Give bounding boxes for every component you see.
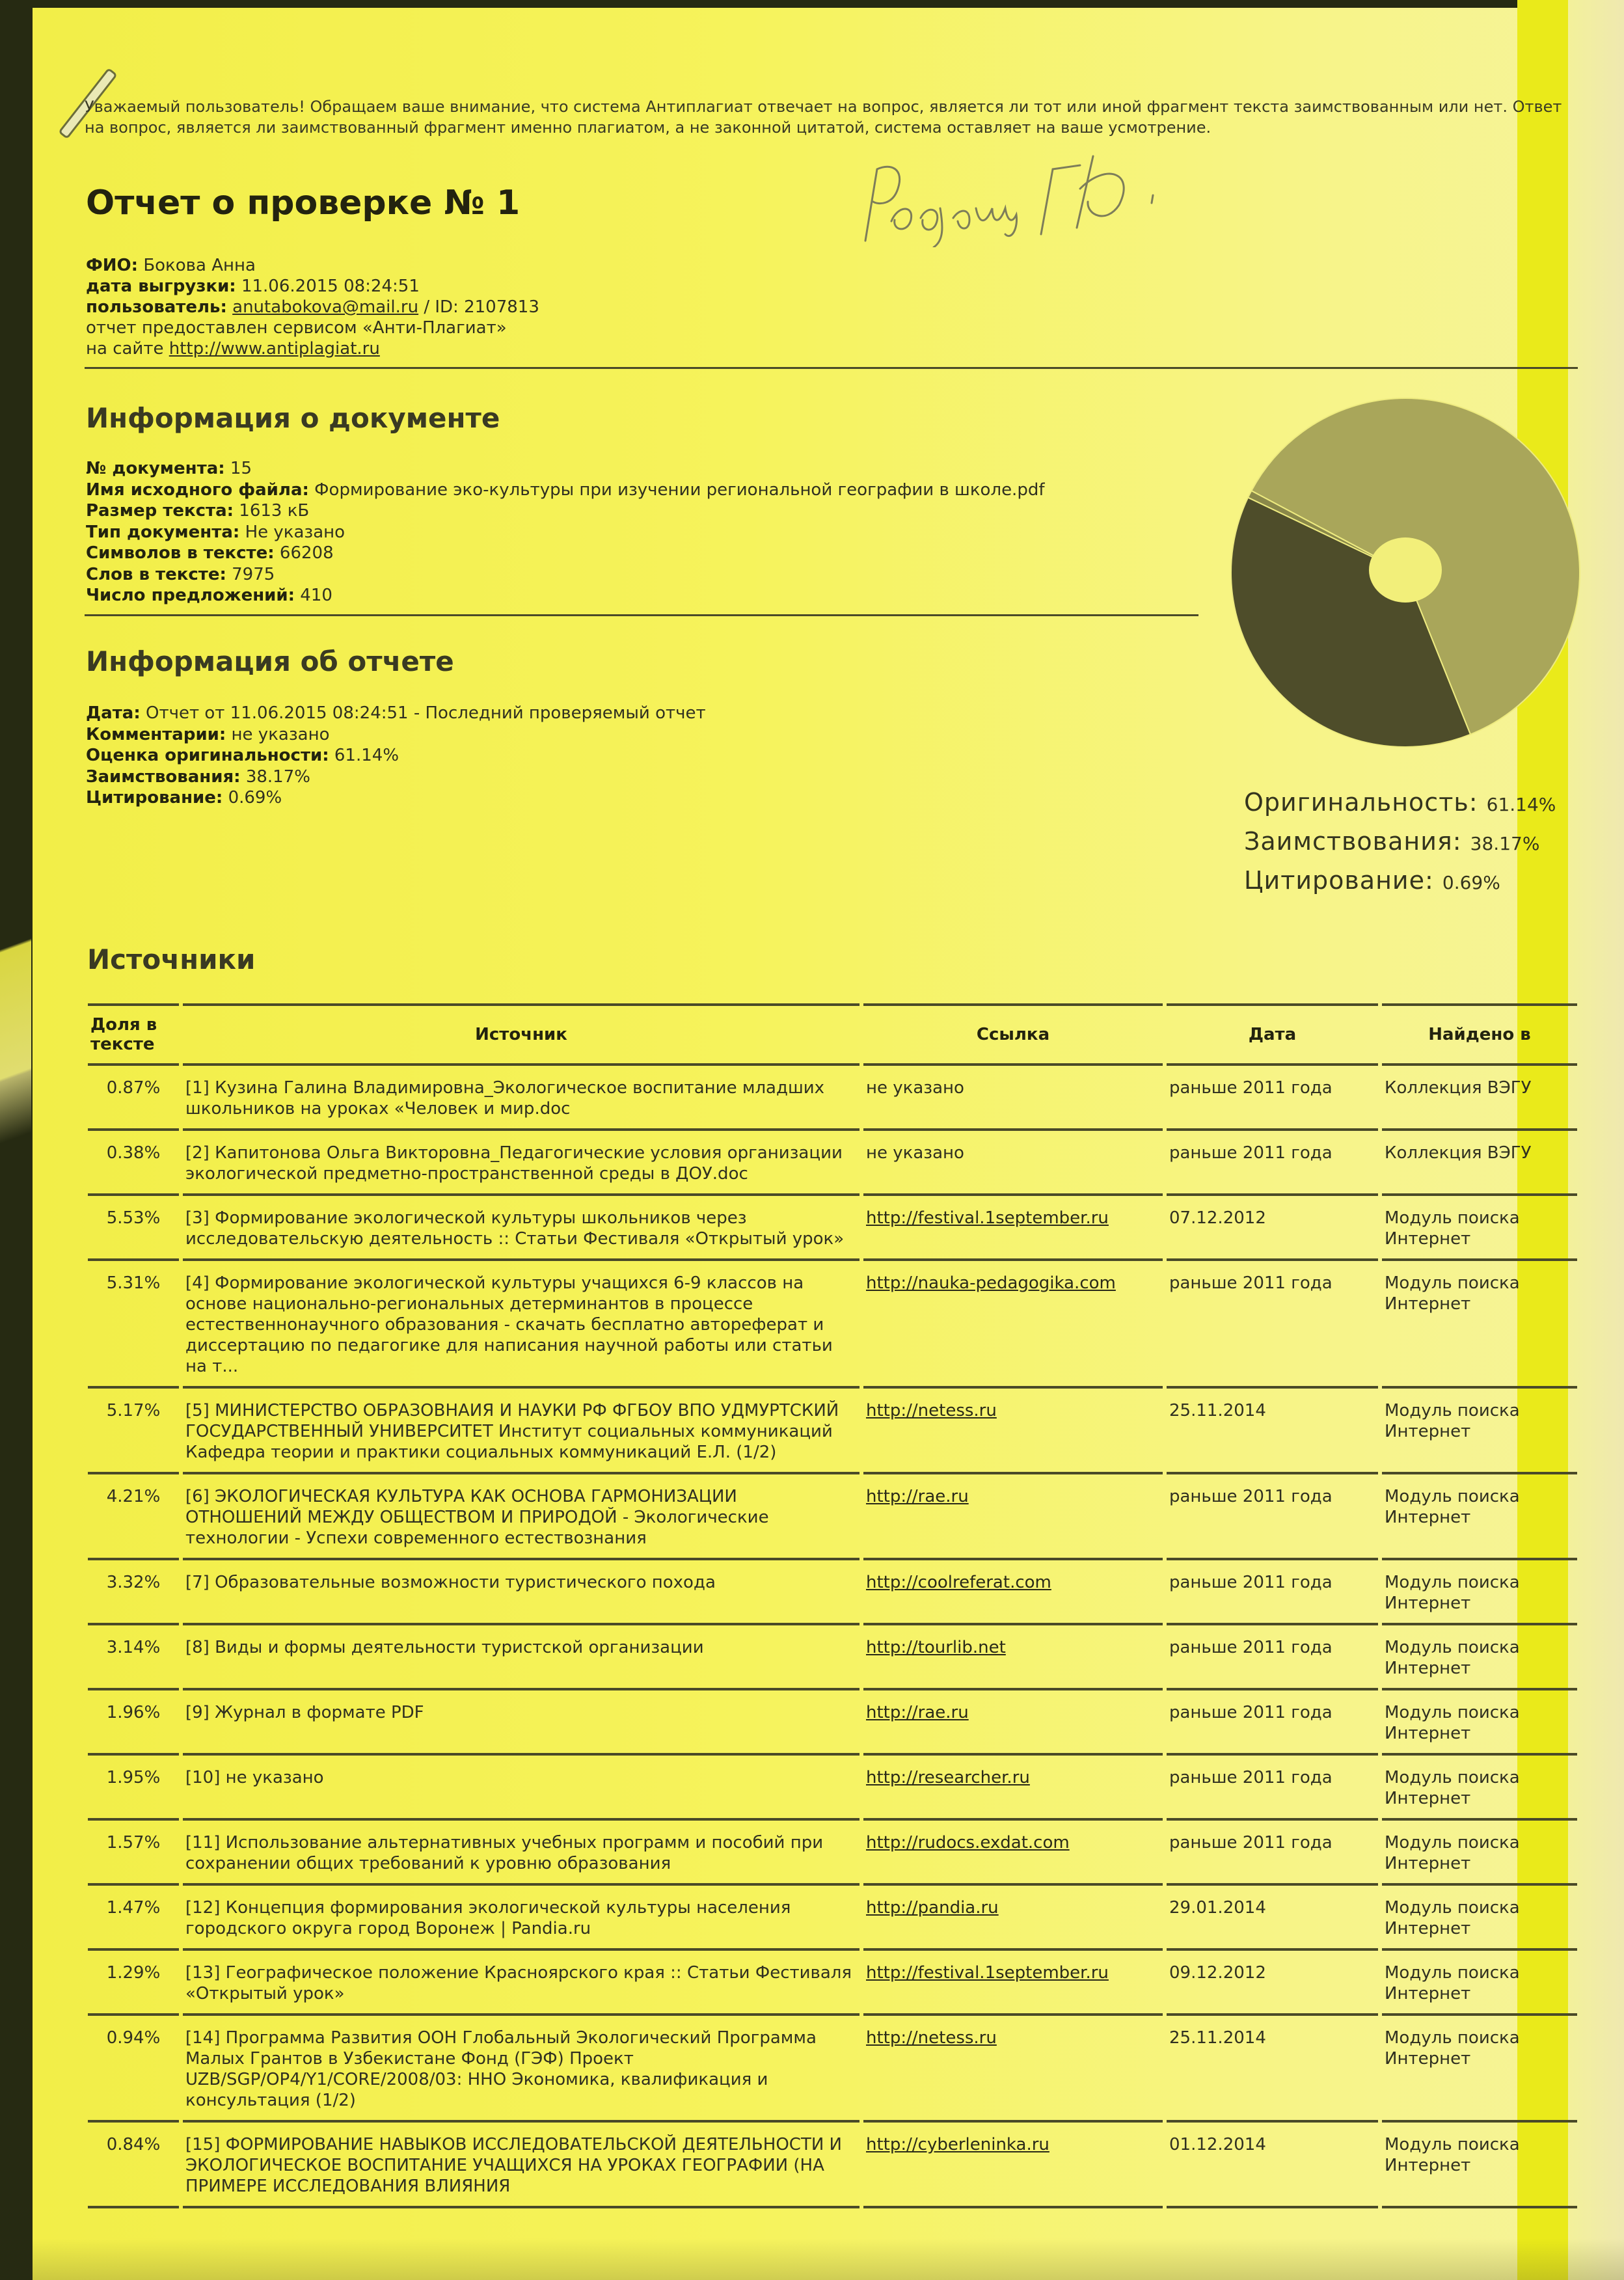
col-header-share: Доля в тексте bbox=[88, 1003, 179, 1066]
source-link[interactable]: http://nauka-pedagogika.com bbox=[866, 1273, 1116, 1293]
source-date: раньше 2011 года bbox=[1169, 1833, 1333, 1853]
page-title: Отчет о проверке № 1 bbox=[86, 183, 521, 223]
scan-top-edge bbox=[0, 0, 1624, 8]
source-link-cell bbox=[863, 1951, 1163, 2016]
binding-fold bbox=[0, 885, 31, 1197]
source-share-cell bbox=[88, 1066, 179, 1131]
source-share-cell bbox=[88, 1560, 179, 1625]
legend-value: 0.69% bbox=[1442, 872, 1500, 893]
source-title: [13] Географическое положение Красноярского края :: Статьи Фестиваля «Открытый урок» bbox=[185, 1963, 852, 2003]
source-title-cell bbox=[183, 1625, 859, 1690]
source-share: 1.57% bbox=[106, 1833, 161, 1853]
source-date-cell bbox=[1167, 1756, 1378, 1821]
source-share: 0.94% bbox=[106, 2028, 161, 2048]
col-header-source: Источник bbox=[183, 1003, 859, 1066]
info-field bbox=[86, 564, 1045, 586]
table-row bbox=[88, 1389, 1577, 1474]
source-found-in: Модуль поиска Интернет bbox=[1385, 1487, 1520, 1527]
source-found-in: Модуль поиска Интернет bbox=[1385, 1898, 1520, 1938]
source-date-cell bbox=[1167, 1261, 1378, 1389]
col-header-date: Дата bbox=[1167, 1003, 1378, 1066]
source-title-cell bbox=[183, 1560, 859, 1625]
source-date-cell bbox=[1167, 1886, 1378, 1951]
source-link-cell bbox=[863, 1625, 1163, 1690]
source-found-in: Коллекция ВЭГУ bbox=[1385, 1078, 1532, 1098]
source-link[interactable]: http://festival.1september.ru bbox=[866, 1963, 1109, 1983]
field-value: 38.17% bbox=[245, 767, 310, 787]
sources-heading: Источники bbox=[87, 943, 256, 975]
source-date-cell bbox=[1167, 2123, 1378, 2208]
source-found-in-cell bbox=[1382, 1886, 1577, 1951]
source-link-cell bbox=[863, 2016, 1163, 2123]
source-share-cell bbox=[88, 1196, 179, 1261]
source-link[interactable]: http://pandia.ru bbox=[866, 1898, 999, 1918]
source-date-cell bbox=[1167, 2016, 1378, 2123]
source-date-cell bbox=[1167, 1066, 1378, 1131]
field-value: 1613 кБ bbox=[239, 501, 310, 521]
info-field bbox=[86, 745, 706, 767]
info-field bbox=[86, 585, 1045, 606]
source-share-cell bbox=[88, 1886, 179, 1951]
source-share-cell bbox=[88, 1625, 179, 1690]
divider bbox=[85, 614, 1198, 616]
field-value: 7975 bbox=[232, 564, 275, 584]
source-share: 5.53% bbox=[106, 1208, 161, 1228]
source-title-cell bbox=[183, 2016, 859, 2123]
report-info-heading: Информация об отчете bbox=[86, 645, 454, 677]
disclaimer-notice: Уважаемый пользователь! Обращаем ваше внимание, что система Антиплагиат отвечает на вопрос, является ли тот или иной фрагмент текста заимствованным или нет. Ответ на вопрос, является ли заимствованный фрагмент именно плагиатом, а не законной цитатой, система оставляет на ваше усмотрение. bbox=[85, 98, 1562, 137]
sources-table bbox=[84, 1003, 1581, 2208]
field-value: 410 bbox=[300, 586, 332, 605]
source-share: 4.21% bbox=[106, 1487, 161, 1506]
table-row bbox=[88, 1196, 1577, 1261]
source-link-text: не указано bbox=[866, 1078, 964, 1098]
source-found-in-cell bbox=[1382, 1131, 1577, 1196]
field-value: 0.69% bbox=[228, 788, 282, 808]
meta-user bbox=[86, 297, 539, 318]
site-prefix: на сайте bbox=[86, 339, 169, 359]
source-date: 25.11.2014 bbox=[1169, 2028, 1266, 2048]
source-share-cell bbox=[88, 1756, 179, 1821]
upload-date: 11.06.2015 08:24:51 bbox=[241, 277, 420, 296]
table-row bbox=[88, 1690, 1577, 1756]
source-date: раньше 2011 года bbox=[1169, 1143, 1333, 1163]
source-found-in-cell bbox=[1382, 1821, 1577, 1886]
source-title-cell bbox=[183, 1131, 859, 1196]
source-share: 0.87% bbox=[106, 1078, 161, 1098]
table-row bbox=[88, 1131, 1577, 1196]
source-found-in-cell bbox=[1382, 1560, 1577, 1625]
table-row bbox=[88, 1625, 1577, 1690]
legend-value: 61.14% bbox=[1486, 794, 1556, 815]
field-value: не указано bbox=[231, 724, 330, 744]
field-value: Формирование эко-культуры при изучении региональной географии в школе.pdf bbox=[314, 480, 1045, 500]
source-share: 1.47% bbox=[106, 1898, 161, 1918]
field-label: Дата: bbox=[86, 703, 141, 723]
source-link[interactable]: http://rae.ru bbox=[866, 1703, 969, 1722]
source-found-in-cell bbox=[1382, 1951, 1577, 2016]
info-field bbox=[86, 543, 1045, 564]
source-date-cell bbox=[1167, 1196, 1378, 1261]
field-label: Число предложений: bbox=[86, 586, 295, 605]
field-label: Оценка оригинальности: bbox=[86, 746, 329, 765]
source-share-cell bbox=[88, 1690, 179, 1756]
source-link-cell bbox=[863, 1756, 1163, 1821]
source-date-cell bbox=[1167, 1821, 1378, 1886]
field-value: 61.14% bbox=[334, 746, 399, 765]
source-found-in: Модуль поиска Интернет bbox=[1385, 1573, 1520, 1613]
source-share-cell bbox=[88, 1389, 179, 1474]
source-found-in: Модуль поиска Интернет bbox=[1385, 1963, 1520, 2003]
source-title-cell bbox=[183, 1951, 859, 2016]
meta-upload bbox=[86, 276, 539, 297]
divider bbox=[85, 367, 1578, 369]
source-date: раньше 2011 года bbox=[1169, 1638, 1333, 1657]
source-title: [7] Образовательные возможности туристического похода bbox=[185, 1573, 716, 1592]
meta-fio bbox=[86, 255, 539, 276]
info-field bbox=[86, 458, 1045, 480]
source-share-cell bbox=[88, 1951, 179, 2016]
source-share: 1.96% bbox=[106, 1703, 161, 1722]
document-info-list bbox=[86, 458, 1045, 606]
source-link[interactable]: http://festival.1september.ru bbox=[866, 1208, 1109, 1228]
user-id: / ID: 2107813 bbox=[418, 297, 539, 317]
source-date-cell bbox=[1167, 1951, 1378, 2016]
bottom-shadow bbox=[33, 2238, 1624, 2280]
source-share: 3.14% bbox=[106, 1638, 161, 1657]
provided-by: отчет предоставлен сервисом «Анти-Плагиат» bbox=[86, 318, 507, 338]
source-share-cell bbox=[88, 1261, 179, 1389]
source-link-cell bbox=[863, 1690, 1163, 1756]
upload-label: дата выгрузки: bbox=[86, 277, 236, 296]
field-label: Размер текста: bbox=[86, 501, 234, 521]
source-share: 0.38% bbox=[106, 1143, 161, 1163]
source-link-cell bbox=[863, 1389, 1163, 1474]
source-title-cell bbox=[183, 1066, 859, 1131]
source-link[interactable]: http://netess.ru bbox=[866, 1401, 997, 1420]
source-link-cell bbox=[863, 1196, 1163, 1261]
source-found-in: Модуль поиска Интернет bbox=[1385, 1703, 1520, 1743]
source-date: раньше 2011 года bbox=[1169, 1768, 1333, 1787]
info-field bbox=[86, 522, 1045, 543]
legend-label: Заимствования: bbox=[1244, 827, 1462, 856]
source-title: [9] Журнал в формате PDF bbox=[185, 1703, 424, 1722]
chart-legend bbox=[1244, 784, 1556, 901]
source-title: [5] МИНИСТЕРСТВО ОБРАЗОВНАИЯ И НАУКИ РФ ФГБОУ ВПО УДМУРТСКИЙ ГОСУДАРСТВЕННЫЙ УНИВЕРСИТЕТ Институт социальных коммуникаций Кафедра теории и практики социальных коммуникаций Е.Л. (1/2) bbox=[185, 1401, 839, 1462]
site-link[interactable]: http://www.antiplagiat.ru bbox=[169, 339, 380, 359]
table-row bbox=[88, 1821, 1577, 1886]
source-link[interactable]: http://tourlib.net bbox=[866, 1638, 1006, 1657]
source-title-cell bbox=[183, 1474, 859, 1560]
source-share: 0.84% bbox=[106, 2135, 161, 2154]
source-link-cell bbox=[863, 1474, 1163, 1560]
report-info-list bbox=[86, 703, 706, 809]
field-value: Не указано bbox=[245, 522, 345, 542]
legend-item bbox=[1244, 784, 1556, 823]
source-found-in: Модуль поиска Интернет bbox=[1385, 1273, 1520, 1314]
source-date: 29.01.2014 bbox=[1169, 1898, 1266, 1918]
field-label: Комментарии: bbox=[86, 724, 226, 744]
legend-item bbox=[1244, 823, 1556, 862]
source-share-cell bbox=[88, 1821, 179, 1886]
source-date-cell bbox=[1167, 1131, 1378, 1196]
source-link-cell bbox=[863, 1261, 1163, 1389]
source-date: раньше 2011 года bbox=[1169, 1487, 1333, 1506]
report-meta bbox=[86, 255, 539, 359]
source-share-cell bbox=[88, 2123, 179, 2208]
table-header-row bbox=[88, 1003, 1577, 1066]
info-field bbox=[86, 767, 706, 788]
handwritten-signature bbox=[846, 143, 1249, 247]
source-title-cell bbox=[183, 1196, 859, 1261]
source-found-in: Модуль поиска Интернет bbox=[1385, 2135, 1520, 2175]
info-field bbox=[86, 787, 706, 809]
user-label: пользователь: bbox=[86, 297, 227, 317]
source-found-in-cell bbox=[1382, 1196, 1577, 1261]
table-row bbox=[88, 1886, 1577, 1951]
source-found-in-cell bbox=[1382, 1261, 1577, 1389]
source-title-cell bbox=[183, 1389, 859, 1474]
source-share-cell bbox=[88, 2016, 179, 2123]
table-row bbox=[88, 2016, 1577, 2123]
source-share: 1.95% bbox=[106, 1768, 161, 1787]
source-share: 5.17% bbox=[106, 1401, 161, 1420]
field-label: Цитирование: bbox=[86, 788, 223, 808]
source-title: [11] Использование альтернативных учебных программ и пособий при сохранении общих требований к уровню образования bbox=[185, 1833, 824, 1873]
source-date-cell bbox=[1167, 1625, 1378, 1690]
source-found-in: Модуль поиска Интернет bbox=[1385, 2028, 1520, 2069]
source-share: 3.32% bbox=[106, 1573, 161, 1592]
source-date-cell bbox=[1167, 1560, 1378, 1625]
fio-label: ФИО: bbox=[86, 256, 139, 275]
source-title: [1] Кузина Галина Владимировна_Экологическое воспитание младших школьников на уроках «Человек и мир.doc bbox=[185, 1078, 825, 1119]
user-email-link[interactable]: anutabokova@mail.ru bbox=[232, 297, 419, 317]
source-link-text-cell bbox=[863, 1131, 1163, 1196]
source-link-cell bbox=[863, 1821, 1163, 1886]
source-found-in: Модуль поиска Интернет bbox=[1385, 1208, 1520, 1249]
table-row bbox=[88, 1474, 1577, 1560]
field-label: Имя исходного файла: bbox=[86, 480, 309, 500]
source-title: [3] Формирование экологической культуры школьников через исследовательскую деятельность :: Статьи Фестиваля «Открытый урок» bbox=[185, 1208, 845, 1249]
field-label: № документа: bbox=[86, 459, 225, 478]
fio-value: Бокова Анна bbox=[143, 256, 256, 275]
field-label: Заимствования: bbox=[86, 767, 241, 787]
col-header-found-in: Найдено в bbox=[1382, 1003, 1577, 1066]
source-found-in-cell bbox=[1382, 1389, 1577, 1474]
source-found-in: Модуль поиска Интернет bbox=[1385, 1768, 1520, 1808]
source-link[interactable]: http://rudocs.exdat.com bbox=[866, 1833, 1070, 1853]
field-value: 66208 bbox=[279, 543, 334, 563]
table-row bbox=[88, 1261, 1577, 1389]
source-date-cell bbox=[1167, 1690, 1378, 1756]
table-row bbox=[88, 1066, 1577, 1131]
source-found-in: Модуль поиска Интернет bbox=[1385, 1638, 1520, 1678]
source-found-in-cell bbox=[1382, 2123, 1577, 2208]
source-found-in: Модуль поиска Интернет bbox=[1385, 1833, 1520, 1873]
info-field bbox=[86, 703, 706, 724]
source-date: 07.12.2012 bbox=[1169, 1208, 1266, 1228]
source-date: раньше 2011 года bbox=[1169, 1078, 1333, 1098]
source-title: [10] не указано bbox=[185, 1768, 324, 1787]
source-title: [2] Капитонова Ольга Викторовна_Педагогические условия организации экологической предметно-пространственной среды в ДОУ.doc bbox=[185, 1143, 843, 1184]
source-link[interactable]: http://netess.ru bbox=[866, 2028, 997, 2048]
table-row bbox=[88, 1756, 1577, 1821]
legend-label: Оригинальность: bbox=[1244, 788, 1478, 817]
table-row bbox=[88, 1560, 1577, 1625]
table-row bbox=[88, 1951, 1577, 2016]
field-label: Символов в тексте: bbox=[86, 543, 275, 563]
source-title: [12] Концепция формирования экологической культуры населения городского округа город Воронеж | Pandia.ru bbox=[185, 1898, 791, 1938]
source-link[interactable]: http://coolreferat.com bbox=[866, 1573, 1051, 1592]
source-title: [4] Формирование экологической культуры учащихся 6-9 классов на основе национально-региональных детерминантов в процессе естественнонаучного образования - скачать бесплатно автореферат и диссертацию по педагогике для написания научной работы или статьи на т... bbox=[185, 1273, 833, 1376]
source-link[interactable]: http://rae.ru bbox=[866, 1487, 969, 1506]
source-link-cell bbox=[863, 1886, 1163, 1951]
source-found-in-cell bbox=[1382, 1690, 1577, 1756]
legend-label: Цитирование: bbox=[1244, 866, 1434, 895]
source-title-cell bbox=[183, 1756, 859, 1821]
source-link-cell bbox=[863, 1560, 1163, 1625]
source-title-cell bbox=[183, 1690, 859, 1756]
source-date: 09.12.2012 bbox=[1169, 1963, 1266, 1983]
field-value: 15 bbox=[230, 459, 252, 478]
legend-item bbox=[1244, 862, 1556, 901]
source-date: раньше 2011 года bbox=[1169, 1703, 1333, 1722]
source-date: 01.12.2014 bbox=[1169, 2135, 1266, 2154]
source-found-in: Коллекция ВЭГУ bbox=[1385, 1143, 1532, 1163]
source-title-cell bbox=[183, 1886, 859, 1951]
source-date: раньше 2011 года bbox=[1169, 1273, 1333, 1293]
info-field bbox=[86, 724, 706, 746]
col-header-link: Ссылка bbox=[863, 1003, 1163, 1066]
field-label: Слов в тексте: bbox=[86, 564, 226, 584]
source-date: 25.11.2014 bbox=[1169, 1401, 1266, 1420]
source-link[interactable]: http://cyberleninka.ru bbox=[866, 2135, 1049, 2154]
info-field bbox=[86, 480, 1045, 501]
source-link[interactable]: http://researcher.ru bbox=[866, 1768, 1030, 1787]
field-value: Отчет от 11.06.2015 08:24:51 - Последний проверяемый отчет bbox=[145, 703, 706, 723]
source-found-in: Модуль поиска Интернет bbox=[1385, 1401, 1520, 1441]
originality-pie-chart bbox=[1223, 390, 1588, 755]
source-title-cell bbox=[183, 1821, 859, 1886]
source-title-cell bbox=[183, 1261, 859, 1389]
source-date-cell bbox=[1167, 1389, 1378, 1474]
source-share-cell bbox=[88, 1131, 179, 1196]
source-link-text-cell bbox=[863, 1066, 1163, 1131]
meta-site bbox=[86, 338, 539, 359]
source-link-cell bbox=[863, 2123, 1163, 2208]
source-title: [14] Программа Развития ООН Глобальный Экологический Программа Малых Грантов в Узбекистане Фонд (ГЭФ) Проект UZB/SGP/OP4/Y1/CORE/2008/03: ННО Экономика, квалификация и консультация (1/2) bbox=[185, 2028, 817, 2110]
source-found-in-cell bbox=[1382, 1066, 1577, 1131]
source-found-in-cell bbox=[1382, 1625, 1577, 1690]
info-field bbox=[86, 500, 1045, 522]
source-found-in-cell bbox=[1382, 1756, 1577, 1821]
source-share: 1.29% bbox=[106, 1963, 161, 1983]
source-title: [8] Виды и формы деятельности туристской организации bbox=[185, 1638, 704, 1657]
source-link-text: не указано bbox=[866, 1143, 964, 1163]
source-title: [15] ФОРМИРОВАНИЕ НАВЫКОВ ИССЛЕДОВАТЕЛЬСКОЙ ДЕЯТЕЛЬНОСТИ И ЭКОЛОГИЧЕСКОЕ ВОСПИТАНИЕ УЧАЩИХСЯ НА УРОКАХ ГЕОГРАФИИ (НА ПРИМЕРЕ ИССЛЕДОВАНИЯ ВЛИЯНИЯ bbox=[185, 2135, 842, 2196]
document-info-heading: Информация о документе bbox=[86, 402, 500, 434]
source-date-cell bbox=[1167, 1474, 1378, 1560]
table-row bbox=[88, 2123, 1577, 2208]
source-found-in-cell bbox=[1382, 2016, 1577, 2123]
pie-center-hole bbox=[1369, 537, 1442, 603]
source-share: 5.31% bbox=[106, 1273, 161, 1293]
source-date: раньше 2011 года bbox=[1169, 1573, 1333, 1592]
source-share-cell bbox=[88, 1474, 179, 1560]
legend-value: 38.17% bbox=[1470, 833, 1540, 854]
source-title-cell bbox=[183, 2123, 859, 2208]
source-title: [6] ЭКОЛОГИЧЕСКАЯ КУЛЬТУРА КАК ОСНОВА ГАРМОНИЗАЦИИ ОТНОШЕНИЙ МЕЖДУ ОБЩЕСТВОМ И ПРИРОДОЙ - Экологические технологии - Успехи современного естествознания bbox=[185, 1487, 769, 1548]
field-label: Тип документа: bbox=[86, 522, 240, 542]
source-found-in-cell bbox=[1382, 1474, 1577, 1560]
